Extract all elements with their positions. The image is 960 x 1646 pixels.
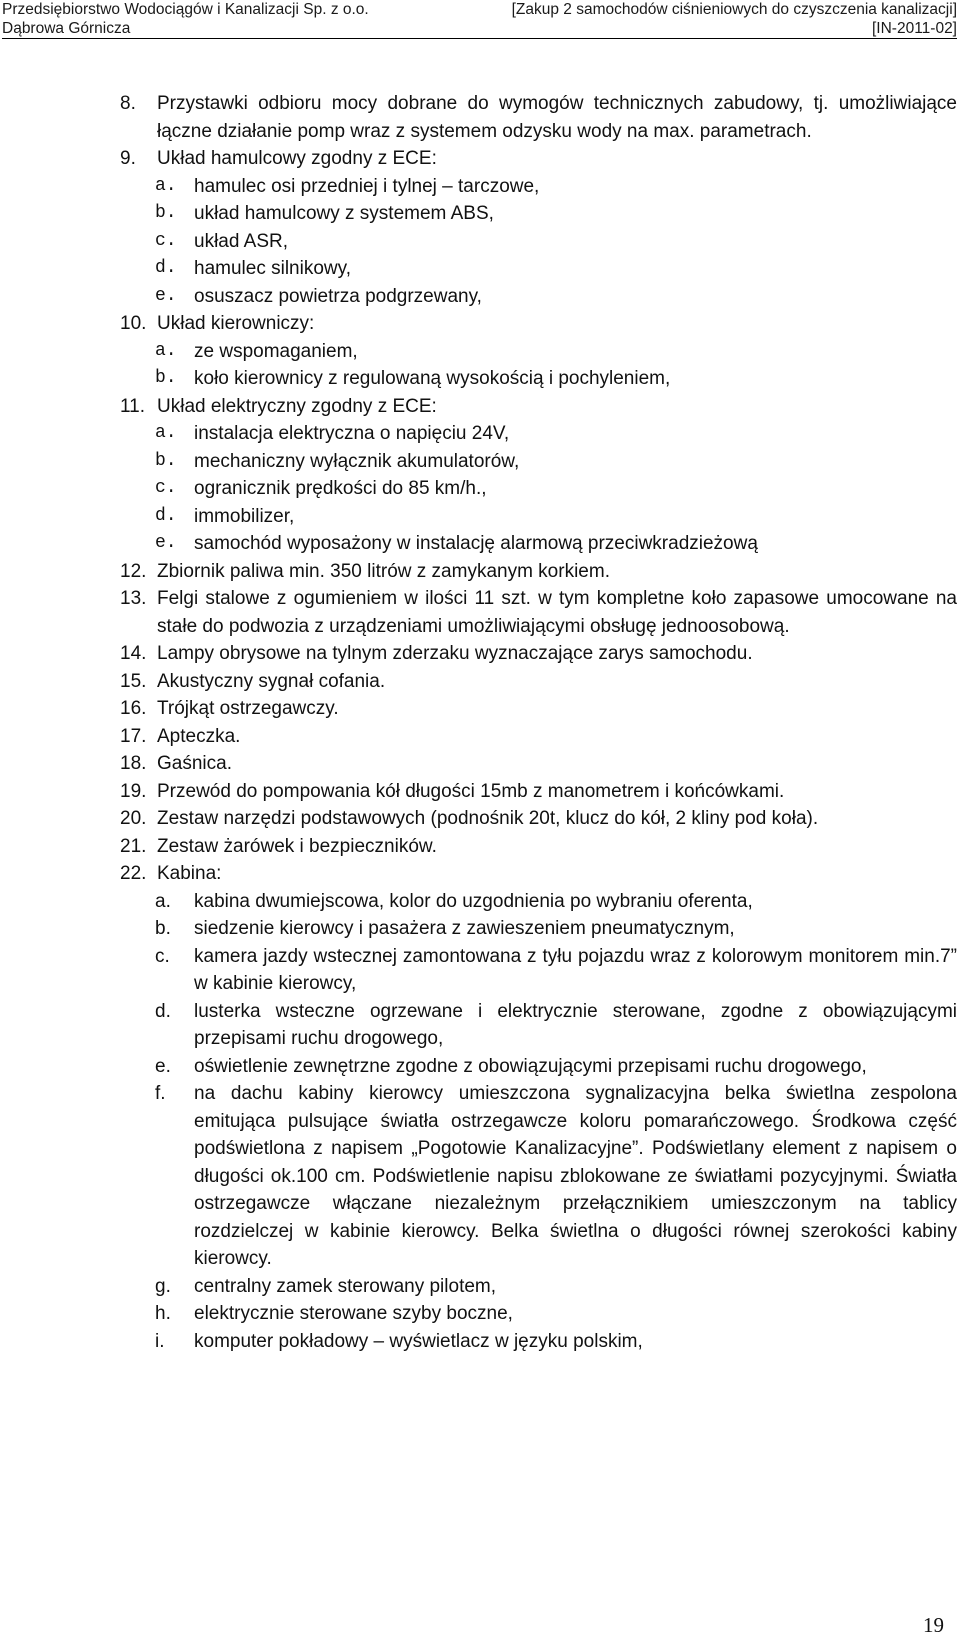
sub-list-item — [120, 503, 957, 531]
sub-item-text: hamulec osi przedniej i tylnej – tarczowe, — [194, 175, 540, 197]
sub-item-letter: a. — [155, 890, 171, 912]
sub-list-item — [120, 365, 957, 393]
item-text: Przystawki odbioru mocy dobrane do wymogów technicznych zabudowy, tj. umożliwiające łączne działanie pomp wraz z systemem odzysku wody na max. parametrach. — [157, 93, 957, 142]
header-company — [2, 0, 369, 38]
sub-list-item — [120, 998, 957, 1053]
list-item — [120, 558, 957, 586]
item-text: Przewód do pompowania kół długości 15mb z manometrem i końcówkami. — [157, 780, 785, 802]
item-text: Kabina: — [157, 863, 222, 884]
sub-item-text: komputer pokładowy – wyświetlacz w języku polskim, — [194, 1330, 643, 1352]
list-item — [120, 640, 957, 668]
item-text: Trójkąt ostrzegawczy. — [157, 698, 339, 719]
specification-list — [120, 90, 957, 1355]
sub-item-text: centralny zamek sterowany pilotem, — [194, 1275, 497, 1297]
sub-list-item — [120, 283, 957, 311]
item-text: Układ hamulcowy zgodny z ECE: — [157, 148, 437, 169]
sub-item-text: samochód wyposażony w instalację alarmową przeciwkradzieżową — [194, 533, 758, 554]
sub-item-text: kamera jazdy wstecznej zamontowana z tyłu pojazdu wraz z kolorowym monitorem min.7” w kabinie kierowcy, — [194, 945, 957, 994]
item-text: Lampy obrysowe na tylnym zderzaku wyznaczające zarys samochodu. — [157, 643, 753, 664]
sub-item-letter: d. — [155, 1000, 171, 1022]
sub-item-text: układ hamulcowy z systemem ABS, — [194, 203, 494, 224]
item-number: 11. — [120, 395, 146, 417]
sub-item-text: elektrycznie sterowane szyby boczne, — [194, 1303, 513, 1324]
sub-list-item — [120, 338, 957, 366]
sub-list-item — [120, 943, 957, 998]
sub-item-letter: e. — [155, 285, 177, 306]
sub-list-item — [120, 448, 957, 476]
sub-item-letter: d. — [155, 258, 177, 278]
item-number: 10. — [120, 313, 147, 334]
sub-item-text: układ ASR, — [194, 230, 288, 252]
item-number: 22. — [120, 863, 147, 884]
sub-item-text: na dachu kabiny kierowcy umieszczona sygnalizacyjna belka świetlna zespolona emitująca pulsujące światła ostrzegawcze koloru pomarańczowego. Środkowa część podświetlona z napisem „Pogotowie Kanalizacyjne”. Podświetlany element z napisem o długości ok.100 cm. Podświetlenie napisu zblokowane ze światłami pozycyjnymi. Światła ostrzegawcze włączane niezależnym przełącznikiem umieszczonym na tablicy rozdzielczej w kabinie kierowcy. Belka świetlna o długości równej szerokości kabiny kierowcy. — [194, 1083, 957, 1269]
sub-item-letter: e. — [155, 1055, 171, 1077]
sub-item-letter: h. — [155, 1303, 171, 1324]
list-item — [120, 805, 957, 833]
item-number: 12. — [120, 560, 147, 582]
item-text: Akustyczny sygnał cofania. — [157, 670, 386, 692]
sub-list-item — [120, 475, 957, 503]
sub-item-letter: c. — [155, 945, 170, 967]
company-name: Przedsiębiorstwo Wodociągów i Kanalizacji Sp. z o.o. — [2, 1, 369, 18]
sub-list-item — [120, 1328, 957, 1356]
item-number: 19. — [120, 780, 147, 802]
item-text: Zbiornik paliwa min. 350 litrów z zamykanym korkiem. — [157, 560, 610, 582]
sub-item-letter: a. — [155, 423, 177, 443]
sub-list-item — [120, 420, 957, 448]
sub-item-text: ze wspomaganiem, — [194, 340, 358, 362]
sub-item-letter: b. — [155, 918, 171, 939]
sub-list-item — [120, 1053, 957, 1081]
sub-item-text: siedzenie kierowcy i pasażera z zawieszeniem pneumatycznym, — [194, 918, 735, 939]
list-item — [120, 585, 957, 640]
sub-item-text: kabina dwumiejscowa, kolor do uzgodnienia po wybraniu oferenta, — [194, 890, 753, 912]
sub-item-text: ogranicznik prędkości do 85 km/h., — [194, 478, 487, 499]
sub-list-item — [120, 530, 957, 558]
sub-list-item — [120, 173, 957, 201]
sub-item-letter: i. — [155, 1330, 165, 1352]
item-number: 18. — [120, 753, 147, 774]
list-item — [120, 860, 957, 888]
item-number: 17. — [120, 725, 147, 747]
sub-list-item — [120, 255, 957, 283]
sub-list-item — [120, 228, 957, 256]
item-number: 20. — [120, 808, 147, 829]
item-number: 13. — [120, 588, 147, 609]
list-item — [120, 778, 957, 806]
list-item — [120, 695, 957, 723]
tender-title: [Zakup 2 samochodów ciśnieniowych do czyszczenia kanalizacji] — [511, 1, 957, 18]
sub-item-letter: a. — [155, 175, 177, 196]
item-number: 14. — [120, 643, 147, 664]
company-city: Dąbrowa Górnicza — [2, 20, 131, 37]
item-number: 21. — [120, 835, 147, 857]
sub-item-letter: e. — [155, 533, 177, 553]
sub-list-item — [120, 915, 957, 943]
item-number: 9. — [120, 148, 136, 169]
item-text: Gaśnica. — [157, 753, 232, 774]
sub-item-letter: g. — [155, 1275, 171, 1297]
sub-item-letter: b. — [155, 368, 177, 388]
sub-item-letter: b. — [155, 203, 177, 223]
tender-code: [IN-2011-02] — [871, 20, 957, 37]
item-number: 8. — [120, 93, 136, 114]
header-tender — [512, 0, 957, 38]
sub-item-letter: c. — [155, 230, 177, 251]
list-item — [120, 90, 957, 145]
sub-list-item — [120, 1273, 957, 1301]
list-item — [120, 145, 957, 173]
sub-item-letter: f. — [155, 1083, 166, 1104]
sub-list-item — [120, 888, 957, 916]
sub-item-text: mechaniczny wyłącznik akumulatorów, — [194, 450, 520, 472]
page-header — [2, 0, 957, 39]
sub-item-text: hamulec silnikowy, — [194, 258, 351, 279]
item-text: Zestaw żarówek i bezpieczników. — [157, 835, 437, 857]
list-item — [120, 833, 957, 861]
sub-item-text: lusterka wsteczne ogrzewane i elektrycznie sterowane, zgodne z obowiązującymi przepisami ruchu drogowego, — [194, 1000, 957, 1049]
item-number: 16. — [120, 698, 147, 719]
list-item — [120, 750, 957, 778]
list-item — [120, 310, 957, 338]
item-text: Układ kierowniczy: — [157, 313, 315, 334]
item-text: Zestaw narzędzi podstawowych (podnośnik 20t, klucz do kół, 2 kliny pod koła). — [157, 808, 819, 829]
sub-item-text: oświetlenie zewnętrzne zgodne z obowiązującymi przepisami ruchu drogowego, — [194, 1055, 867, 1077]
sub-item-letter: c. — [155, 478, 177, 498]
item-number: 15. — [120, 670, 147, 692]
sub-item-letter: d. — [155, 505, 177, 526]
sub-item-text: osuszacz powietrza podgrzewany, — [194, 285, 482, 307]
sub-list-item — [120, 200, 957, 228]
page-number: 19 — [923, 1613, 944, 1637]
list-item — [120, 668, 957, 696]
sub-item-text: immobilizer, — [194, 505, 295, 527]
item-text: Apteczka. — [157, 725, 241, 747]
sub-item-letter: a. — [155, 340, 177, 361]
item-text: Układ elektryczny zgodny z ECE: — [157, 395, 437, 417]
sub-item-text: koło kierownicy z regulowaną wysokością i pochyleniem, — [194, 368, 671, 389]
sub-item-letter: b. — [155, 450, 177, 471]
item-text: Felgi stalowe z ogumieniem w ilości 11 szt. w tym kompletne koło zapasowe umocowane na stałe do podwozia z urządzeniami umożliwiającymi obsługę jednoosobową. — [157, 588, 957, 637]
list-item — [120, 723, 957, 751]
sub-list-item — [120, 1080, 957, 1273]
list-item — [120, 393, 957, 421]
sub-item-text: instalacja elektryczna o napięciu 24V, — [194, 423, 510, 444]
sub-list-item — [120, 1300, 957, 1328]
